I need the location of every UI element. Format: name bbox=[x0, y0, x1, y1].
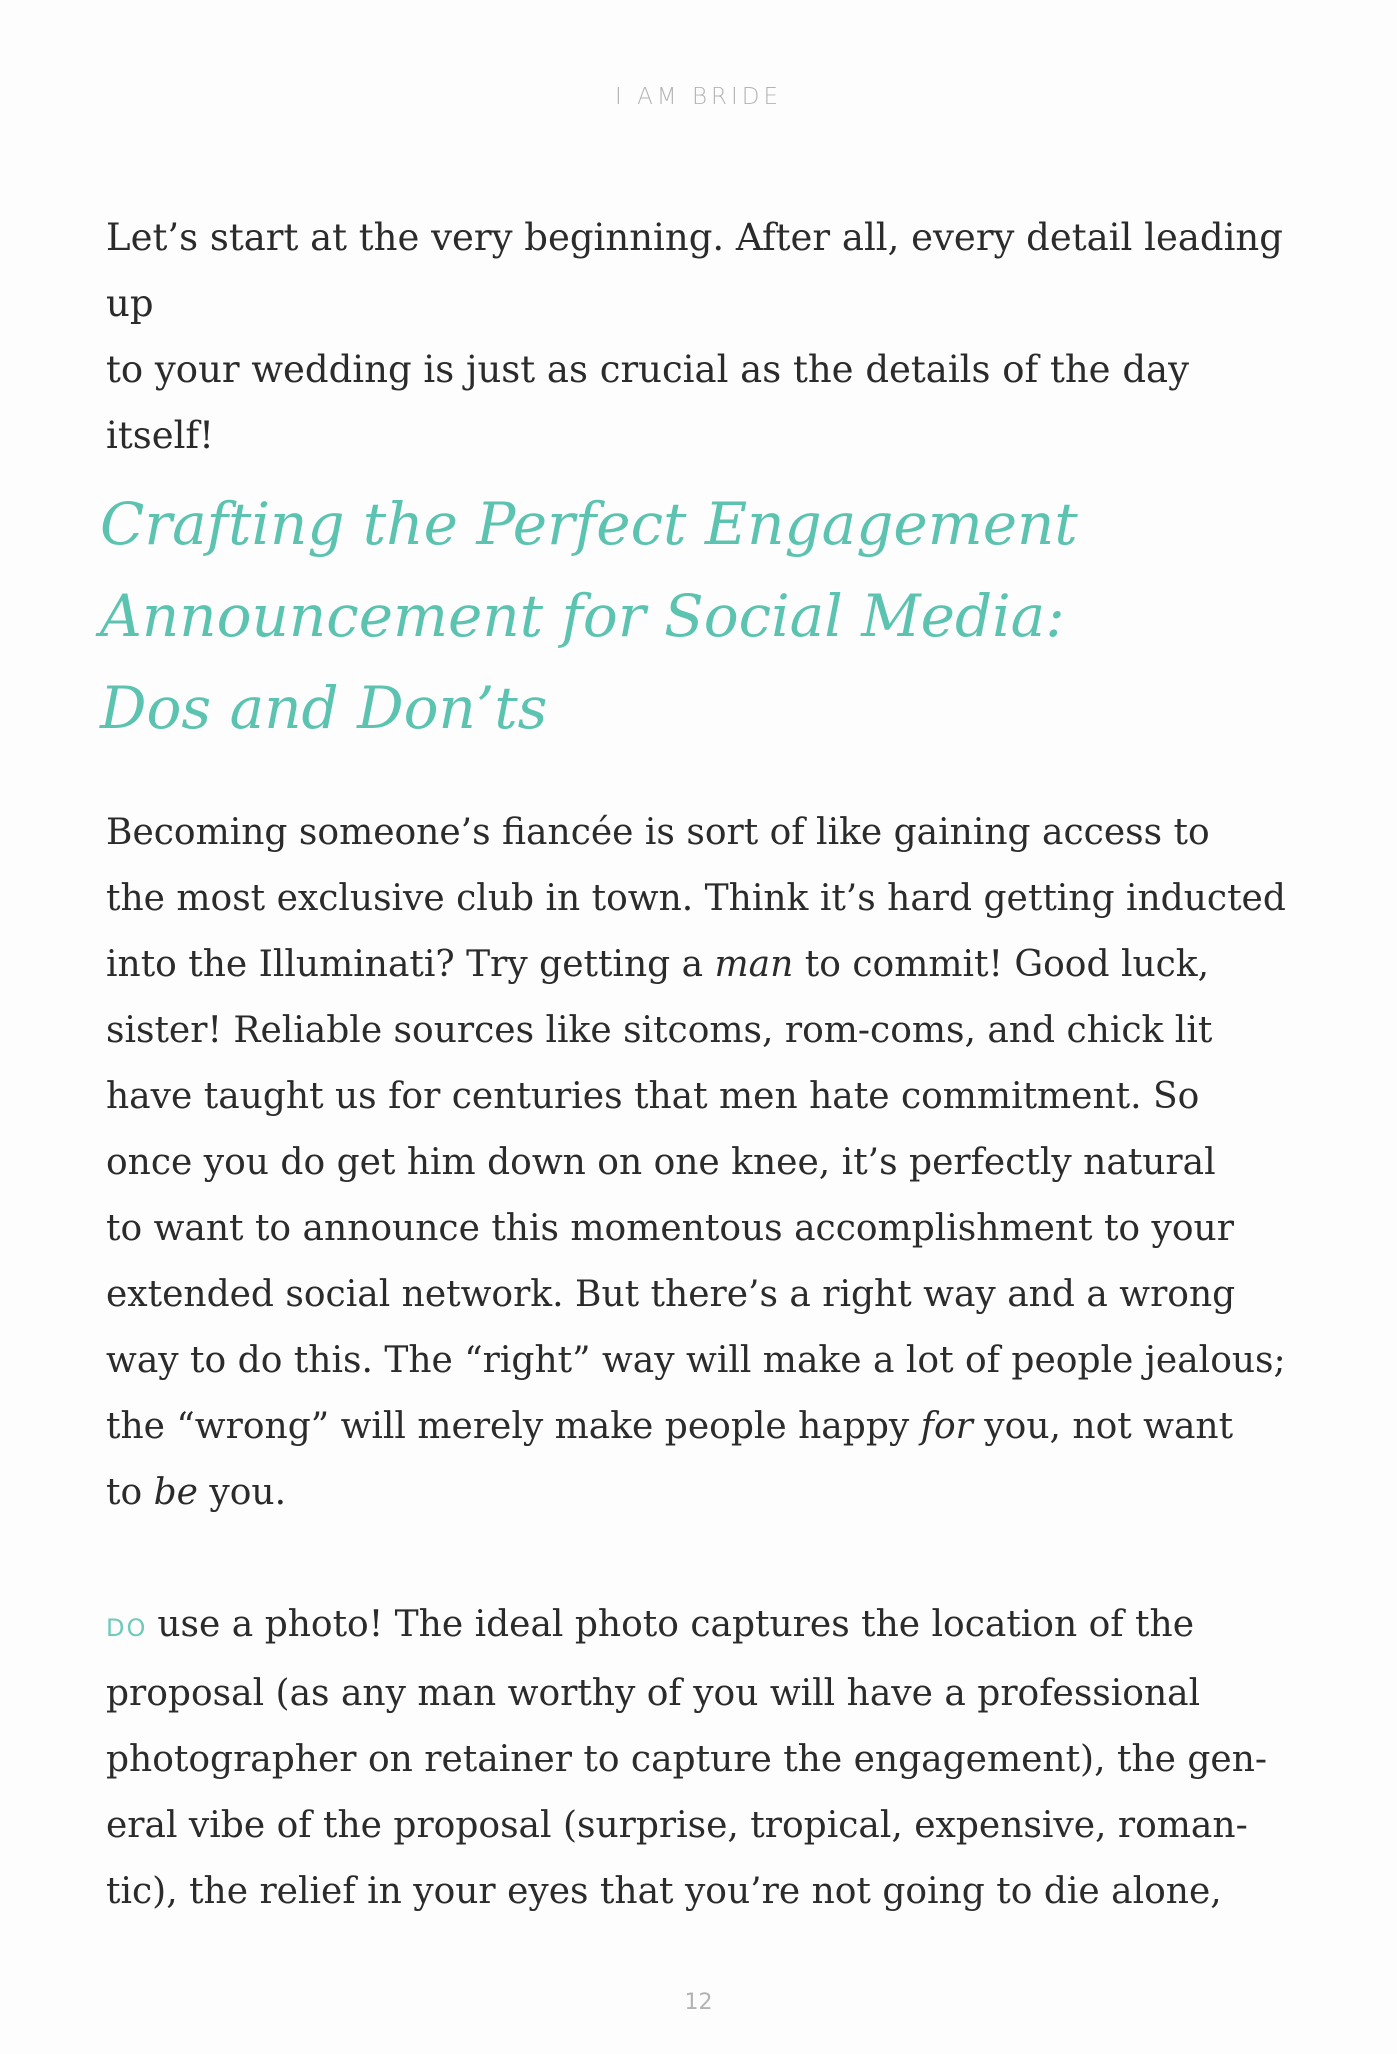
body-line bbox=[106, 1460, 1336, 1526]
emphasis-text: be bbox=[153, 1472, 198, 1513]
page-number: 12 bbox=[684, 1990, 713, 2015]
body-text-run: into the Illuminati? Try getting a bbox=[106, 944, 715, 985]
body-line: photographer on retainer to capture the engagement), the gen- bbox=[106, 1739, 1268, 1780]
do-paragraph bbox=[106, 1592, 1336, 1925]
body-text-run: to commit! Good luck, bbox=[793, 944, 1210, 985]
body-text-run: the “wrong” will merely make people happy bbox=[106, 1406, 921, 1447]
body-line: have taught us for centuries that men hate commitment. So bbox=[106, 1076, 1200, 1117]
running-head: I AM BRIDE bbox=[614, 84, 783, 110]
body-line: Becoming someone’s fiancée is sort of like gaining access to bbox=[106, 812, 1210, 853]
emphasis-text: man bbox=[714, 944, 794, 985]
body-line: tic), the relief in your eyes that you’re not going to die alone, bbox=[106, 1871, 1222, 1912]
body-line: the most exclusive club in town. Think it’s hard getting inducted bbox=[106, 878, 1286, 919]
body-line: once you do get him down on one knee, it’s perfectly natural bbox=[106, 1142, 1216, 1183]
body-line: way to do this. The “right” way will make a lot of people jealous; bbox=[106, 1340, 1286, 1381]
body-line: sister! Reliable sources like sitcoms, rom-coms, and chick lit bbox=[106, 1010, 1213, 1051]
body-line bbox=[106, 1592, 1336, 1661]
body-text bbox=[106, 800, 1336, 1925]
body-line: proposal (as any man worthy of you will have a professional bbox=[106, 1673, 1201, 1714]
heading-line: Announcement for Social Media: bbox=[100, 582, 1065, 650]
emphasis-text: for bbox=[920, 1406, 973, 1447]
body-line bbox=[106, 1394, 1336, 1460]
heading-line: Dos and Don’ts bbox=[100, 674, 548, 742]
body-text-run: use a photo! The ideal photo captures the location of the bbox=[157, 1604, 1195, 1645]
body-text-run: to bbox=[106, 1472, 154, 1513]
section-heading bbox=[100, 478, 1340, 754]
body-line: extended social network. But there’s a right way and a wrong bbox=[106, 1274, 1236, 1315]
do-label: DO bbox=[106, 1614, 148, 1642]
body-paragraph bbox=[106, 800, 1336, 1526]
body-line: eral vibe of the proposal (surprise, tropical, expensive, roman- bbox=[106, 1805, 1248, 1846]
heading-line: Crafting the Perfect Engagement bbox=[100, 490, 1078, 558]
intro-paragraph bbox=[106, 205, 1306, 469]
body-line bbox=[106, 932, 1336, 998]
body-text-run: you, not want bbox=[972, 1406, 1234, 1447]
intro-line: to your wedding is just as crucial as the details of the day itself! bbox=[106, 348, 1189, 457]
body-line: to want to announce this momentous accomplishment to your bbox=[106, 1208, 1234, 1249]
intro-line: Let’s start at the very beginning. After all, every detail leading up bbox=[106, 216, 1283, 325]
body-text-run: you. bbox=[197, 1472, 287, 1513]
